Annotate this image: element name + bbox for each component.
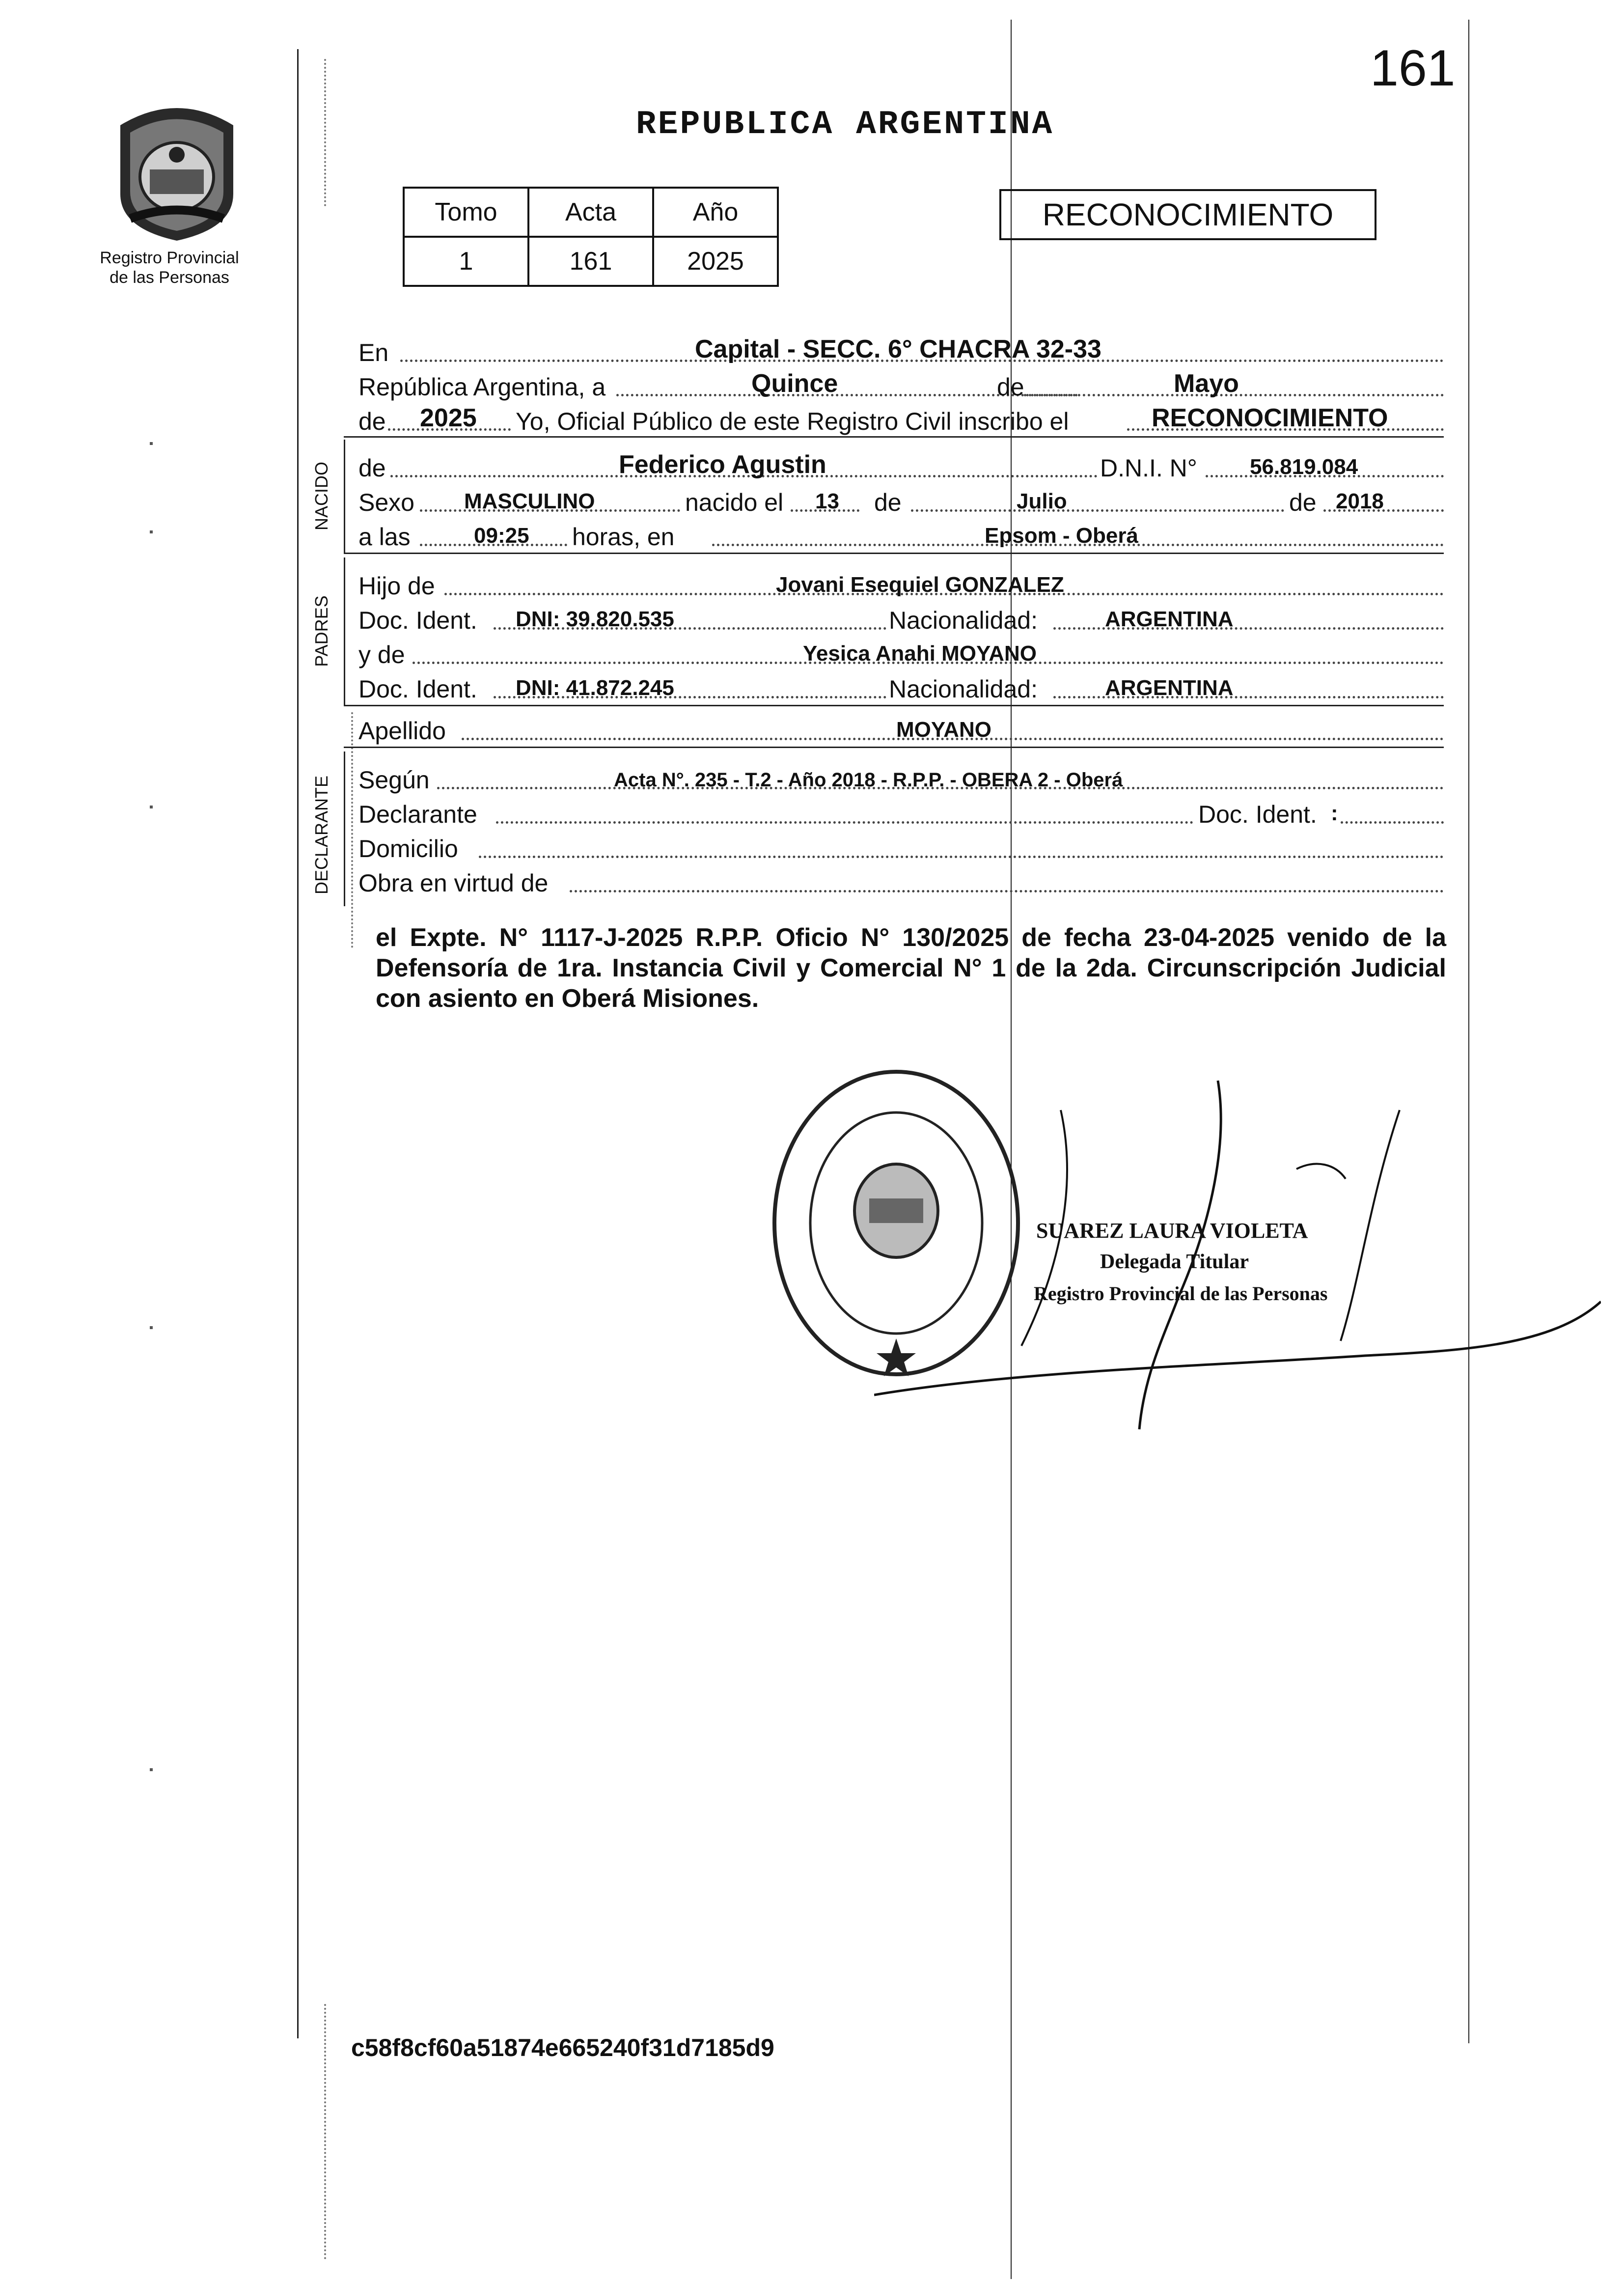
label-sexo: Sexo xyxy=(358,489,414,516)
scan-mark xyxy=(150,442,153,445)
province-shield-icon xyxy=(110,96,243,243)
section-bracket xyxy=(344,751,345,906)
province-logo xyxy=(110,96,243,243)
row-apellido xyxy=(358,710,1444,745)
label-hijo-de: Hijo de xyxy=(358,572,435,600)
label-de: de xyxy=(1289,489,1317,516)
row-obra xyxy=(358,862,1444,897)
value-segun: Acta N°. 235 - T.2 - Año 2018 - R.P.P. - OBERA 2 - Oberá xyxy=(614,769,1123,791)
row-declarante xyxy=(358,793,1444,829)
document-title: REPUBLICA ARGENTINA xyxy=(636,106,1054,143)
label-obra-en-virtud: Obra en virtud de xyxy=(358,869,549,897)
scan-mark xyxy=(150,530,153,533)
label-a-las: a las xyxy=(358,523,411,551)
document-hash: c58f8cf60a51874e665240f31d7185d9 xyxy=(351,2034,774,2061)
row-sexo xyxy=(358,481,1444,517)
value-mother-nationality: ARGENTINA xyxy=(1105,676,1234,700)
label-segun: Según xyxy=(358,766,430,794)
row-official xyxy=(358,400,1444,436)
value-birth-day: 13 xyxy=(815,489,839,513)
right-margin-line xyxy=(1468,20,1469,2043)
value-tomo: 1 xyxy=(404,237,528,286)
section-divider xyxy=(344,705,1444,706)
section-divider xyxy=(344,747,1444,748)
scan-mark xyxy=(150,806,153,808)
scan-mark xyxy=(150,1326,153,1329)
value-dni: 56.819.084 xyxy=(1250,455,1358,479)
section-bracket xyxy=(344,440,345,553)
row-father xyxy=(358,565,1444,600)
label-de: de xyxy=(874,489,902,516)
label-y-de: y de xyxy=(358,641,405,668)
label-declarante-field: Declarante xyxy=(358,801,477,828)
row-mother-doc xyxy=(358,668,1444,703)
section-bracket xyxy=(344,557,345,705)
value-sexo: MASCULINO xyxy=(464,489,595,513)
signatory-name: SUAREZ LAURA VIOLETA xyxy=(1036,1219,1308,1243)
record-type-box: RECONOCIMIENTO xyxy=(999,189,1376,240)
legal-note: el Expte. N° 1117-J-2025 R.P.P. Oficio N° 130/2025 de fecha 23-04-2025 venido de la Defensoría de 1ra. Instancia Civil y Comercial N° 1 de la 2da. Circunscripción Judicial con asiento en Oberá Misiones. xyxy=(376,923,1446,1013)
signatory-organization: Registro Provincial de las Personas xyxy=(1034,1282,1328,1305)
dots xyxy=(911,509,1284,512)
row-mother xyxy=(358,634,1444,669)
row-domicilio xyxy=(358,828,1444,863)
scan-mark xyxy=(150,1768,153,1771)
signatory-title: Delegada Titular xyxy=(1100,1251,1249,1273)
value-birth-year: 2018 xyxy=(1336,489,1384,513)
label-official: Yo, Oficial Público de este Registro Civil inscribo el xyxy=(516,408,1069,435)
value-mother-doc: DNI: 41.872.245 xyxy=(516,676,674,700)
label-nacionalidad: Nacionalidad: xyxy=(889,675,1038,703)
label-republica: República Argentina, a xyxy=(358,373,606,401)
label-dni: D.N.I. N° xyxy=(1100,454,1197,482)
value-year: 2025 xyxy=(420,404,477,432)
label-de: de xyxy=(358,454,386,482)
value-anio: 2025 xyxy=(653,237,778,286)
row-time-place xyxy=(358,516,1444,551)
label-doc-ident: Doc. Ident. xyxy=(358,607,477,634)
left-margin-line xyxy=(297,49,299,2038)
label-nacido-el: nacido el xyxy=(685,489,784,516)
value-place: Capital - SECC. 6° CHACRA 32-33 xyxy=(695,335,1101,363)
header-tomo: Tomo xyxy=(404,188,528,237)
value-father-nationality: ARGENTINA xyxy=(1105,607,1234,631)
value-act-kind: RECONOCIMIENTO xyxy=(1152,404,1388,432)
dots xyxy=(570,890,1444,892)
label-de: de xyxy=(997,373,1024,401)
label-nacionalidad: Nacionalidad: xyxy=(889,607,1038,634)
left-dotted-guide xyxy=(324,59,326,206)
row-father-doc xyxy=(358,599,1444,635)
value-mother-name: Yesica Anahi MOYANO xyxy=(803,641,1037,666)
dots xyxy=(1341,821,1444,824)
value-birth-time: 09:25 xyxy=(474,524,529,548)
value-father-doc: DNI: 39.820.535 xyxy=(516,607,674,631)
dots xyxy=(496,821,1193,824)
header-anio: Año xyxy=(653,188,778,237)
label-apellido: Apellido xyxy=(358,717,446,745)
value-declarante-doc: : xyxy=(1331,801,1338,825)
value-name: Federico Agustin xyxy=(619,450,826,479)
left-dotted-guide-3 xyxy=(324,2004,326,2259)
section-divider xyxy=(344,553,1444,554)
value-father-name: Jovani Esequiel GONZALEZ xyxy=(776,573,1064,597)
logo-caption: Registro Provincial de las Personas xyxy=(100,249,239,287)
row-segun xyxy=(358,759,1444,794)
label-nacido: NACIDO xyxy=(311,462,331,531)
row-en xyxy=(358,332,1444,367)
row-name xyxy=(358,447,1444,482)
dots xyxy=(479,856,1444,858)
label-de: de xyxy=(358,408,386,435)
label-declarante: DECLARANTE xyxy=(311,775,331,895)
row-date xyxy=(358,366,1444,401)
label-domicilio: Domicilio xyxy=(358,835,458,862)
label-doc-ident: Doc. Ident. xyxy=(358,675,477,703)
label-horas-en: horas, en xyxy=(572,523,675,551)
value-day: Quince xyxy=(751,369,838,398)
page-number: 161 xyxy=(1370,40,1456,97)
header-acta: Acta xyxy=(528,188,653,237)
label-padres: PADRES xyxy=(311,595,331,667)
section-divider xyxy=(344,436,1444,438)
value-birth-place: Epsom - Oberá xyxy=(985,524,1138,548)
record-reference-table xyxy=(403,187,779,287)
label-en: En xyxy=(358,339,389,366)
value-birth-month: Julio xyxy=(1017,489,1067,513)
label-declarante-doc: Doc. Ident. xyxy=(1198,801,1317,828)
value-acta: 161 xyxy=(528,237,653,286)
value-month: Mayo xyxy=(1174,369,1239,398)
value-apellido: MOYANO xyxy=(896,718,991,742)
